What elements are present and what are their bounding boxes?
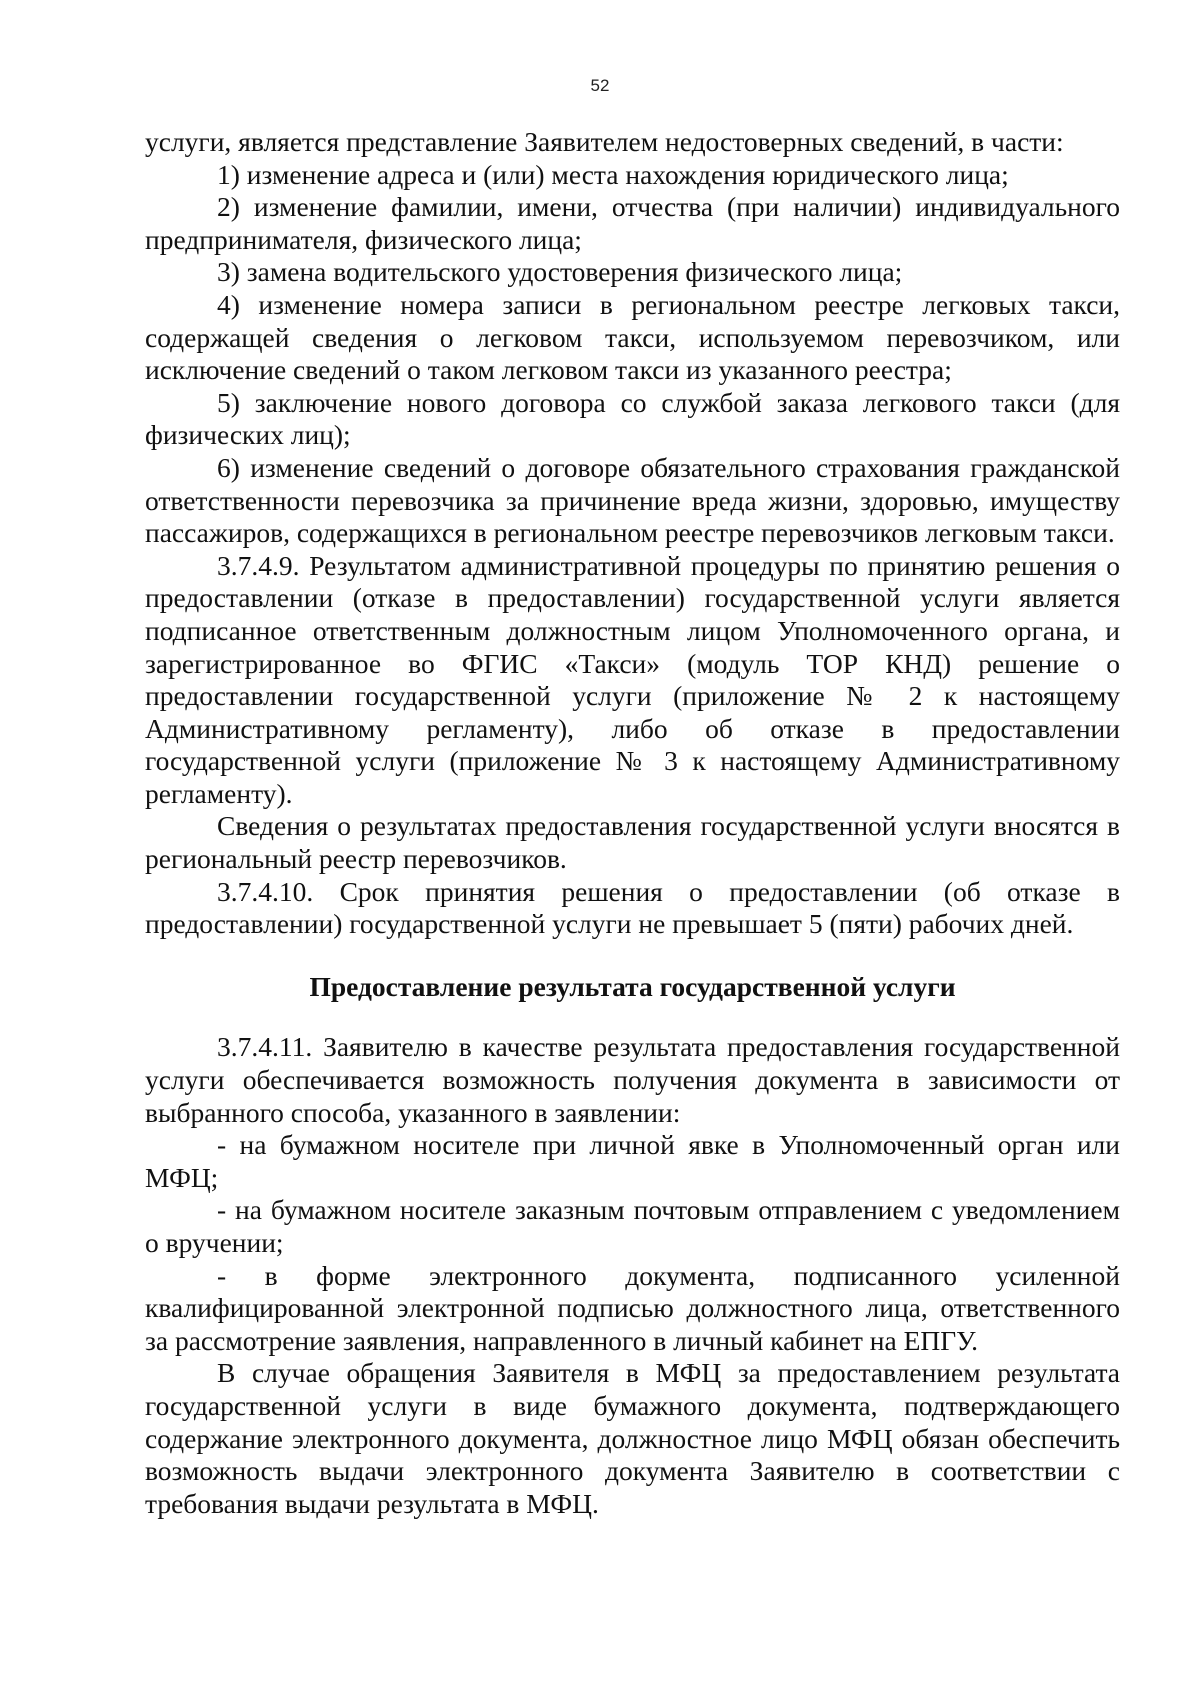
paragraph-mfc-issuance: В случае обращения Заявителя в МФЦ за предоставлением результата государственной услуги в виде бумажного документа, подтверждающего содержание электронного документа, должностное лицо МФЦ обязан обеспечить возможность выдачи электронного документа Заявителю в соответствии с требования выдачи результата в МФЦ. xyxy=(145,1357,1120,1519)
page-number: 52 xyxy=(590,76,610,95)
clause-3-7-4-11: 3.7.4.11. Заявителю в качестве результата предоставления государственной услуги обеспечивается возможность получения документа в зависимости от выбранного способа, указанного в заявлении: xyxy=(145,1031,1120,1128)
clause-3-7-4-9: 3.7.4.9. Результатом административной процедуры по принятию решения о предоставлении (отказе в предоставлении) государственной услуги является подписанное ответственным должностным лицом Уполномоченного органа, и зарегистрированное во ФГИС «Такси» (модуль ТОР КНД) решение о предоставлении государственной услуги (приложение № 2 к настоящему Административному регламенту), либо об отказе в предоставлении государственной услуги (приложение № 3 к настоящему Административному регламенту). xyxy=(145,549,1120,809)
delivery-option-electronic: - в форме электронного документа, подписанного усиленной квалифицированной электронной подписью должностного лица, ответственного за рассмотрение заявления, направленного в личный кабинет на ЕПГУ. xyxy=(145,1259,1120,1356)
list-item-5: 5) заключение нового договора со службой заказа легкового такси (для физических лиц); xyxy=(145,386,1120,451)
list-item-3: 3) замена водительского удостоверения физического лица; xyxy=(217,256,903,288)
list-item-4: 4) изменение номера записи в региональном реестре легковых такси, содержащей сведения о легковом такси, используемом перевозчиком, или исключение сведений о таком легковом такси из указанного реестра; xyxy=(145,288,1120,386)
delivery-option-paper-mail: - на бумажном носителе заказным почтовым отправлением с уведомлением о вручении; xyxy=(145,1194,1120,1258)
clause-3-7-4-10: 3.7.4.10. Срок принятия решения о предоставлении (об отказе в предоставлении) государственной услуги не превышает 5 (пяти) рабочих дней. xyxy=(145,875,1120,940)
list-item-1: 1) изменение адреса и (или) места нахождения юридического лица; xyxy=(217,158,1009,190)
delivery-option-paper-in-person: - на бумажном носителе при личной явке в Уполномоченный орган или МФЦ; xyxy=(145,1129,1120,1193)
list-item-6: 6) изменение сведений о договоре обязательного страхования гражданской ответственности перевозчика за причинение вреда жизни, здоровью, имуществу пассажиров, содержащихся в региональном реестре перевозчиков легковым такси. xyxy=(145,451,1120,549)
paragraph-registry-info: Сведения о результатах предоставления государственной услуги вносятся в региональный реестр перевозчиков. xyxy=(145,810,1120,875)
paragraph-continuation: услуги, является представление Заявителем недостоверных сведений, в части: xyxy=(145,126,1064,157)
list-item-2: 2) изменение фамилии, имени, отчества (при наличии) индивидуального предпринимателя, физического лица; xyxy=(145,191,1120,255)
section-heading: Предоставление результата государственной услуги xyxy=(309,970,956,1002)
page-content xyxy=(145,126,1120,1520)
